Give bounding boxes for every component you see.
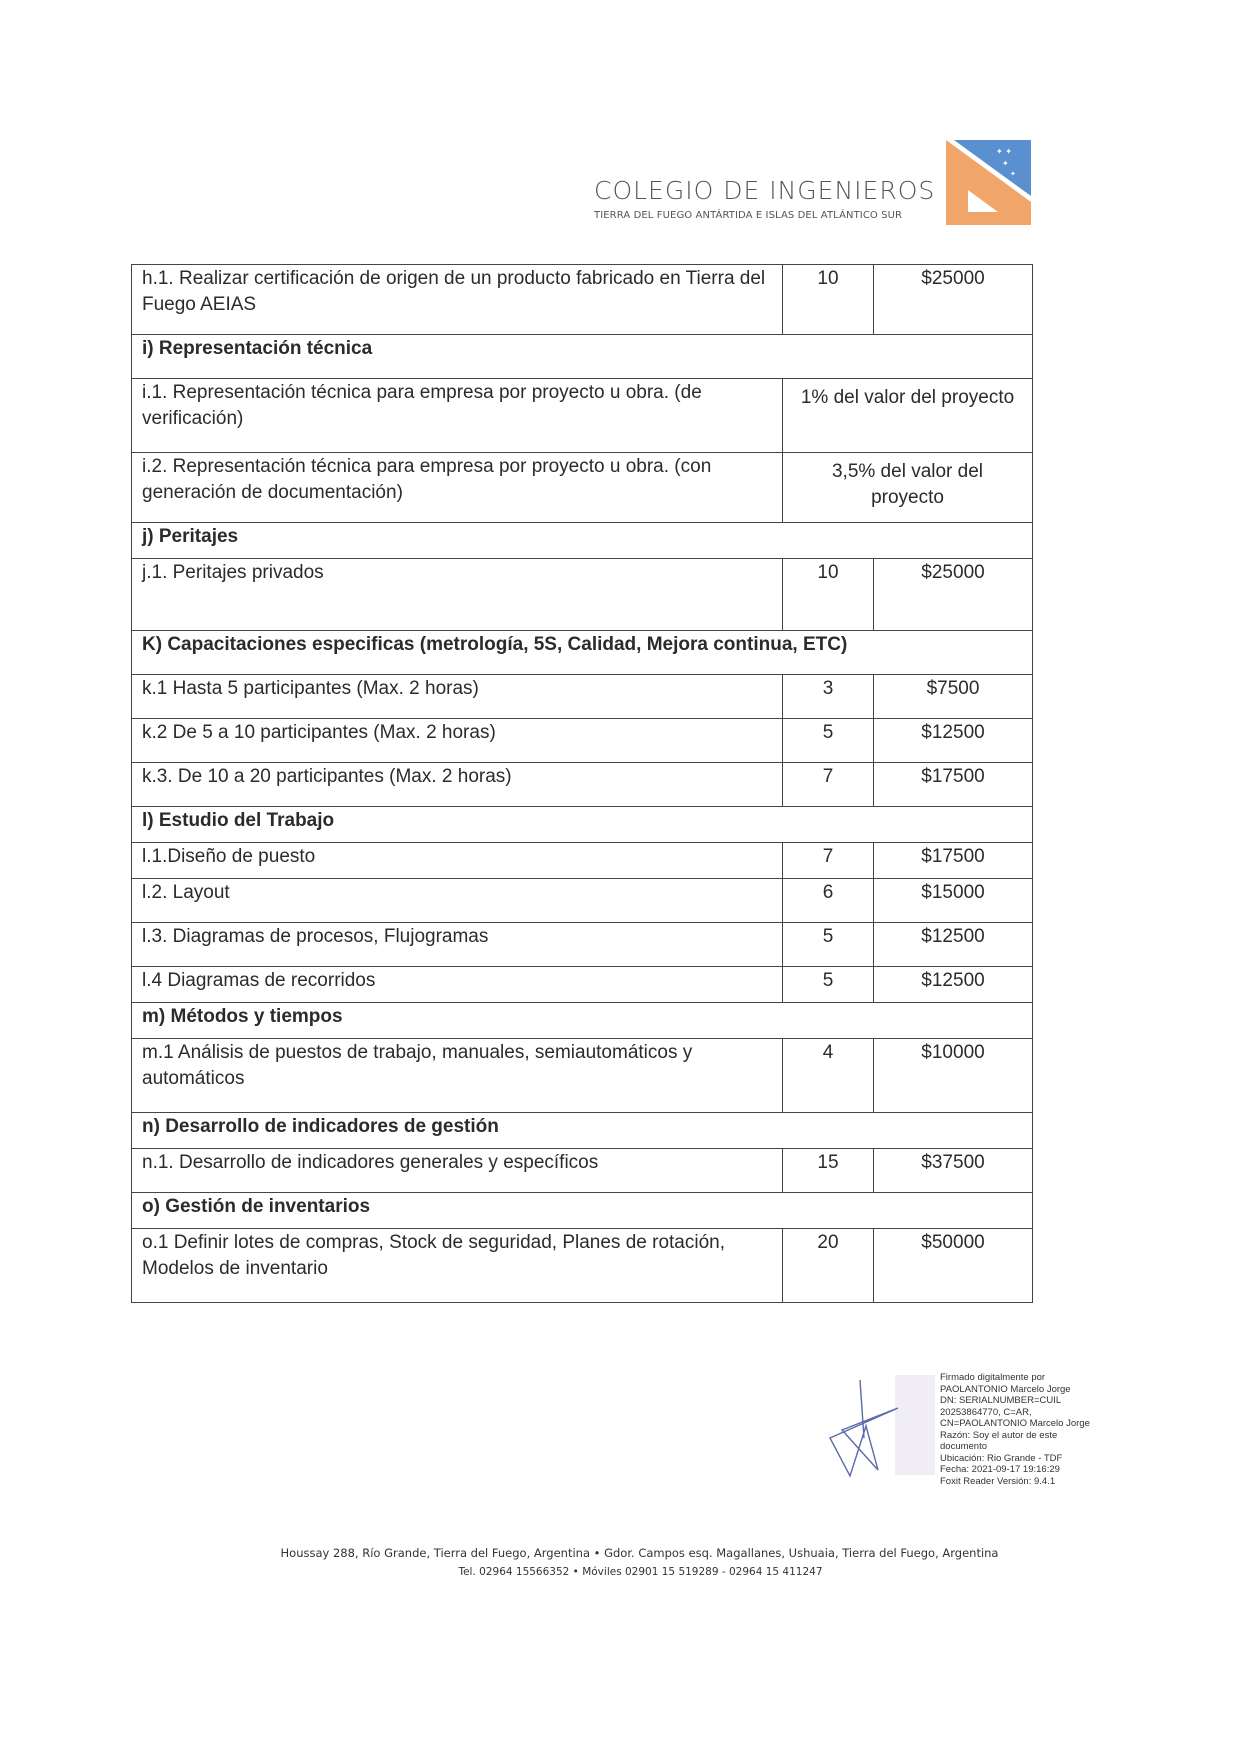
section-row xyxy=(132,1193,1033,1229)
signature-line: DN: SERIALNUMBER=CUIL xyxy=(940,1395,1062,1406)
handwritten-signature-icon xyxy=(820,1378,940,1478)
item-description: k.1 Hasta 5 participantes (Max. 2 horas) xyxy=(132,675,783,719)
signature-line: PAOLANTONIO Marcelo Jorge xyxy=(940,1383,1071,1395)
item-units: 15 xyxy=(783,1149,874,1193)
item-units: 10 xyxy=(783,265,874,335)
item-price: $50000 xyxy=(874,1229,1033,1303)
item-units: 7 xyxy=(783,843,874,879)
item-price: $12500 xyxy=(874,923,1033,967)
signature-line: Fecha: 2021-09-17 19:16:29 xyxy=(940,1464,1060,1475)
item-price: $17500 xyxy=(874,763,1033,807)
item-units: 3 xyxy=(783,675,874,719)
section-heading: l) Estudio del Trabajo xyxy=(132,807,1033,843)
table-row xyxy=(132,923,1033,967)
section-row xyxy=(132,1003,1033,1039)
table-row xyxy=(132,453,1033,523)
table-row xyxy=(132,843,1033,879)
item-description: m.1 Análisis de puestos de trabajo, manuales, semiautomáticos y automáticos xyxy=(132,1039,783,1113)
table-row xyxy=(132,559,1033,631)
section-heading: i) Representación técnica xyxy=(132,335,1033,379)
item-units: 4 xyxy=(783,1039,874,1113)
signature-line: Foxit Reader Versión: 9.4.1 xyxy=(940,1475,1056,1487)
item-price: $12500 xyxy=(874,719,1033,763)
section-row xyxy=(132,1113,1033,1149)
footer-address: Houssay 288, Río Grande, Tierra del Fuego, Argentina • Gdor. Campos esq. Magallanes, Ushuaia, Tierra del Fuego, Argentina xyxy=(280,1546,999,1560)
item-units: 5 xyxy=(783,719,874,763)
item-price: $15000 xyxy=(874,879,1033,923)
item-description: l.4 Diagramas de recorridos xyxy=(132,967,783,1003)
section-row xyxy=(132,631,1033,675)
svg-text:✦: ✦ xyxy=(1010,170,1016,178)
item-description: k.2 De 5 a 10 participantes (Max. 2 horas) xyxy=(132,719,783,763)
item-units: 20 xyxy=(783,1229,874,1303)
item-price: $25000 xyxy=(874,265,1033,335)
item-price: $37500 xyxy=(874,1149,1033,1193)
item-units: 10 xyxy=(783,559,874,631)
svg-text:✦: ✦ xyxy=(1002,159,1009,168)
item-price: $25000 xyxy=(874,559,1033,631)
org-name: COLEGIO DE INGENIEROS xyxy=(594,176,936,205)
footer-phones: Tel. 02964 15566352 • Móviles 02901 15 519289 - 02964 15 411247 xyxy=(458,1566,823,1578)
org-subtitle: TIERRA DEL FUEGO ANTÁRTIDA E ISLAS DEL ATLÁNTICO SUR xyxy=(594,210,903,221)
section-heading: o) Gestión de inventarios xyxy=(132,1193,1033,1229)
table-row xyxy=(132,763,1033,807)
section-row xyxy=(132,523,1033,559)
section-heading: m) Métodos y tiempos xyxy=(132,1003,1033,1039)
item-fee-percentage: 1% del valor del proyecto xyxy=(783,379,1033,453)
footer xyxy=(0,1546,1241,1578)
section-heading: K) Capacitaciones especificas (metrología, 5S, Calidad, Mejora continua, ETC) xyxy=(132,631,1033,675)
item-price: $10000 xyxy=(874,1039,1033,1113)
item-description: i.2. Representación técnica para empresa por proyecto u obra. (con generación de documentación) xyxy=(132,453,783,523)
signature-line: Firmado digitalmente por xyxy=(940,1372,1046,1383)
table-row xyxy=(132,265,1033,335)
table-row xyxy=(132,675,1033,719)
table-row xyxy=(132,1149,1033,1193)
table-row xyxy=(132,379,1033,453)
table-row xyxy=(132,719,1033,763)
item-description: k.3. De 10 a 20 participantes (Max. 2 horas) xyxy=(132,763,783,807)
item-units: 5 xyxy=(783,967,874,1003)
item-description: n.1. Desarrollo de indicadores generales y específicos xyxy=(132,1149,783,1193)
item-price: $17500 xyxy=(874,843,1033,879)
item-description: j.1. Peritajes privados xyxy=(132,559,783,631)
signature-line: Razón: Soy el autor de este xyxy=(940,1429,1058,1441)
digital-signature-info xyxy=(940,1372,1120,1487)
item-description: o.1 Definir lotes de compras, Stock de seguridad, Planes de rotación, Modelos de inventario xyxy=(132,1229,783,1303)
item-description: i.1. Representación técnica para empresa por proyecto u obra. (de verificación) xyxy=(132,379,783,453)
item-price: $7500 xyxy=(874,675,1033,719)
item-units: 7 xyxy=(783,763,874,807)
item-units: 6 xyxy=(783,879,874,923)
signature-line: CN=PAOLANTONIO Marcelo Jorge xyxy=(940,1418,1090,1429)
table-row xyxy=(132,1039,1033,1113)
signature-line: Ubicación: Rio Grande - TDF xyxy=(940,1452,1063,1464)
item-units: 5 xyxy=(783,923,874,967)
item-price: $12500 xyxy=(874,967,1033,1003)
letterhead xyxy=(594,176,935,221)
item-description: l.1.Diseño de puesto xyxy=(132,843,783,879)
item-description: h.1. Realizar certificación de origen de un producto fabricado en Tierra del Fuego AEIAS xyxy=(132,265,783,335)
table-row xyxy=(132,879,1033,923)
section-heading: j) Peritajes xyxy=(132,523,1033,559)
section-row xyxy=(132,807,1033,843)
section-heading: n) Desarrollo de indicadores de gestión xyxy=(132,1113,1033,1149)
colegio-logo-icon xyxy=(946,140,1031,225)
item-description: l.3. Diagramas de procesos, Flujogramas xyxy=(132,923,783,967)
item-description: l.2. Layout xyxy=(132,879,783,923)
table-row xyxy=(132,967,1033,1003)
section-row xyxy=(132,335,1033,379)
item-fee-percentage: 3,5% del valor del proyecto xyxy=(783,453,1033,523)
fee-table xyxy=(131,264,1033,1303)
table-row xyxy=(132,1229,1033,1303)
signature-line: 20253864770, C=AR, xyxy=(940,1406,1032,1418)
signature-line: documento xyxy=(940,1441,988,1452)
svg-text:✦ ✦: ✦ ✦ xyxy=(996,147,1012,156)
